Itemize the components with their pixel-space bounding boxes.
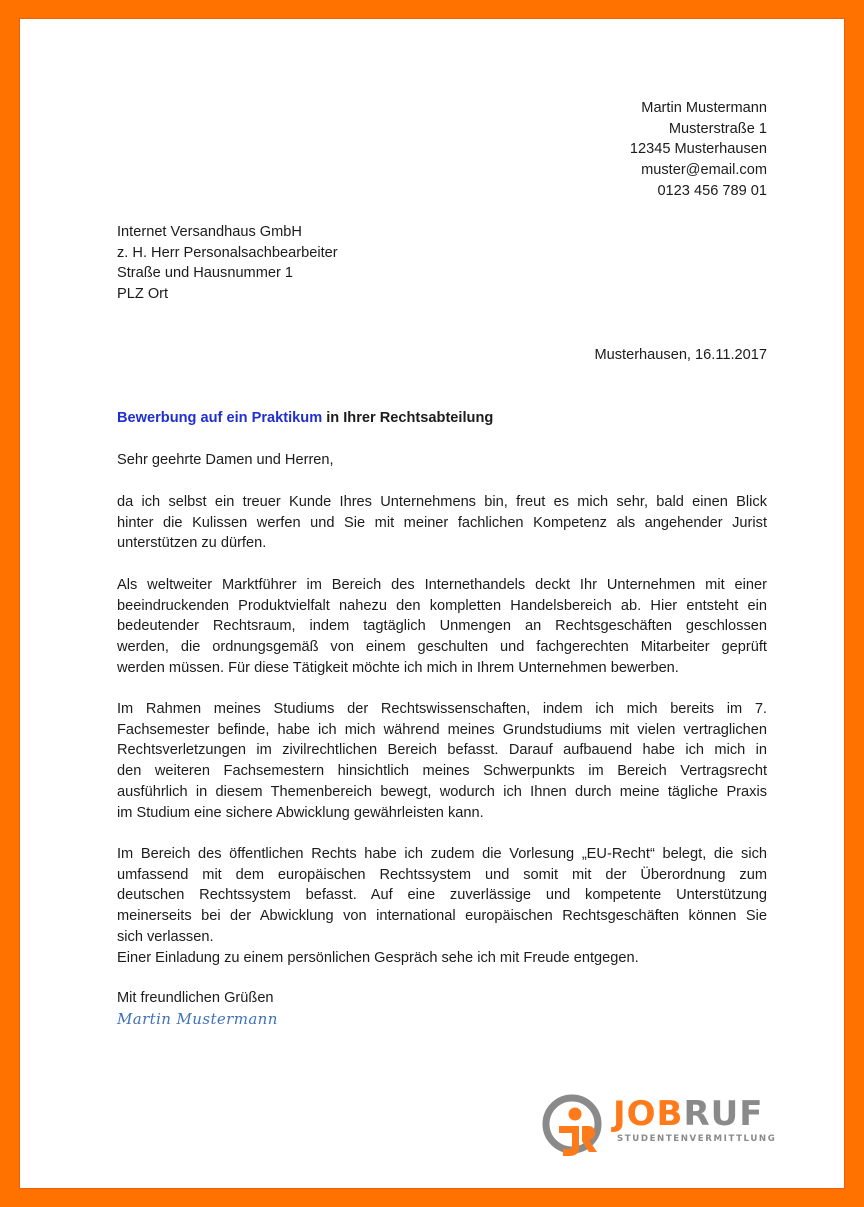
paragraph-line: umfassend mit dem europäischen Rechtssystem und somit mit der Überordnung zum [117, 866, 767, 883]
paragraph-3 [117, 699, 767, 823]
paragraph-4 [117, 844, 767, 968]
closing: Mit freundlichen Grüßen [117, 990, 274, 1006]
jobruf-emblem-icon [539, 1088, 611, 1160]
letter-subject [117, 408, 493, 429]
paragraph-line: werden, die ordnungsgemäß von einem geschulten und fachgerechten Mitarbeiter geprüft [117, 639, 767, 656]
paragraph-line: Einer Einladung zu einem persönlichen Gespräch sehe ich mit Freude entgegen. [117, 949, 639, 966]
letter-date: Musterhausen, 16.11.2017 [594, 347, 767, 363]
paragraph-line: werden müssen. Für diese Tätigkeit möchte ich mich in Ihrem Unternehmen bewerben. [117, 659, 679, 676]
paragraph-line: Im Rahmen meines Studiums der Rechtswissenschaften, indem ich mich bereits im 7. [117, 701, 767, 717]
paragraph-line: meinerseits bei der Abwicklung von international europäischen Rechtsgeschäften können Sie [117, 908, 767, 925]
subject-highlight: Bewerbung auf ein Praktikum [117, 410, 323, 426]
recipient-city: PLZ Ort [117, 286, 169, 303]
sender-street: Musterstraße 1 [668, 120, 767, 137]
logo-job: JOB [613, 1094, 684, 1134]
paragraph-line: sich verlassen. [117, 928, 214, 945]
sender-email: muster@email.com [641, 162, 767, 179]
paragraph-line: beeindruckenden Produktvielfalt nahezu den kompletten Handelsbereich ab. Hier entsteht ein [117, 597, 767, 614]
paragraph-line: deutschen Rechtssystem befasst. Auf eine zuverlässige und kompetente Unterstützung [117, 887, 767, 904]
paragraph-1 [117, 492, 767, 554]
paragraph-line: Im Bereich des öffentlichen Rechts habe ich zudem die Vorlesung „EU-Recht“ belegt, die sich [117, 846, 767, 862]
sender-phone: 0123 456 789 01 [657, 182, 767, 199]
sender-name: Martin Mustermann [641, 100, 767, 116]
paragraph-line: da ich selbst ein treuer Kunde Ihres Unternehmens bin, freut es mich sehr, bald einen Blick [117, 494, 767, 510]
recipient-company: Internet Versandhaus GmbH [117, 224, 302, 240]
recipient-address [117, 222, 338, 305]
paragraph-2 [117, 575, 767, 679]
paragraph-line: Als weltweiter Marktführer im Bereich des Internethandels deckt Ihr Unternehmen mit einer [117, 577, 767, 593]
jobruf-logo [539, 1088, 779, 1160]
paragraph-line: Fachsemester befinde, habe ich mich während meines Grundstudiums mit vielen vertraglichen [117, 721, 767, 738]
paragraph-line: bedeutender Rechtsraum, indem tagtäglich Unmengen an Rechtsgeschäften geschlossen [117, 618, 767, 635]
letter-page [19, 18, 845, 1189]
subject-rest: in Ihrer Rechtsabteilung [322, 410, 494, 426]
sender-address [630, 98, 767, 202]
paragraph-line: im Studium eine sichere Abwicklung gewährleisten kann. [117, 804, 484, 821]
signature: Martin Mustermann [117, 1010, 278, 1028]
recipient-attention: z. H. Herr Personalsachbearbeiter [117, 244, 338, 261]
paragraph-line: hinter die Kulissen werfen und Sie mit meiner fachlichen Kompetenz als angehender Jurist [117, 514, 767, 531]
paragraph-line: Rechtsverletzungen im zivilrechtlichen Bereich befasst. Darauf aufbauend habe ich mich in [117, 742, 767, 759]
recipient-street: Straße und Hausnummer 1 [117, 265, 294, 282]
salutation: Sehr geehrte Damen und Herren, [117, 452, 334, 468]
logo-wordmark [613, 1094, 763, 1134]
logo-ruf: RUF [683, 1094, 764, 1134]
sender-city: 12345 Musterhausen [629, 141, 767, 158]
logo-tagline: STUDENTENVERMITTLUNG [617, 1134, 777, 1144]
paragraph-line: den weiteren Fachsemestern hinsichtlich meines Schwerpunkts im Bereich Vertragsrecht [117, 763, 767, 780]
paragraph-line: unterstützen zu dürfen. [117, 535, 267, 552]
paragraph-line: ausführlich in diesem Themenbereich bewegt, wodurch ich Ihnen durch meine tägliche Praxis [117, 783, 767, 800]
